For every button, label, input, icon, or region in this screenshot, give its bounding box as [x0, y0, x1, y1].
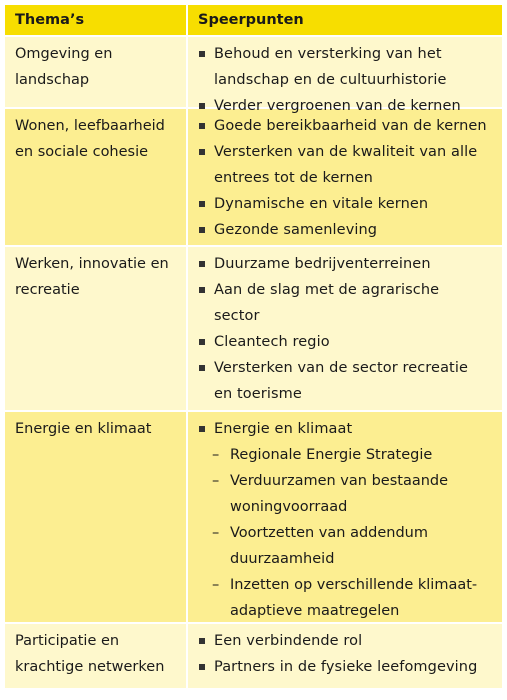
- dash-icon: –: [212, 447, 220, 463]
- dash-icon: –: [212, 473, 220, 489]
- header-spearheads: Speerpunten: [198, 12, 304, 28]
- table-header: [5, 5, 502, 37]
- list-item: Aan de slag met de agrarische: [198, 277, 496, 303]
- points-cell: [188, 37, 502, 114]
- sub-list-item-cont: duurzaamheid: [230, 551, 335, 567]
- sub-list-item: – Regionale Energie Strategie: [198, 442, 496, 468]
- header-themes: Thema’s: [5, 5, 188, 35]
- bullet-icon: [199, 287, 205, 293]
- bullet-icon: [199, 365, 205, 371]
- theme-line: en sociale cohesie: [15, 144, 149, 160]
- theme-line: Werken, innovatie en: [15, 256, 169, 272]
- points-cell: [188, 412, 502, 622]
- bullet-icon: [199, 227, 205, 233]
- theme-line: krachtige netwerken: [15, 659, 165, 675]
- points-cell: [188, 109, 502, 245]
- table-row: [5, 624, 502, 690]
- list-item: Duurzame bedrijventerreinen: [198, 251, 496, 277]
- bullet-icon: [199, 103, 205, 109]
- table-row: [5, 412, 502, 624]
- theme-cell: [5, 412, 188, 622]
- points-cell: [188, 247, 502, 410]
- sub-list-item-cont: adaptieve maatregelen: [230, 603, 400, 619]
- dash-icon: –: [212, 525, 220, 541]
- list-item-cont: landschap en de cultuurhistorie: [214, 72, 447, 88]
- list-item: Versterken van de sector recreatie: [198, 355, 496, 381]
- list-item: Partners in de fysieke leefomgeving: [198, 654, 496, 680]
- sub-list-item: – Verduurzamen van bestaande: [198, 468, 496, 494]
- theme-cell: [5, 624, 188, 688]
- dash-icon: –: [212, 577, 220, 593]
- bullet-icon: [199, 201, 205, 207]
- list-item: Versterken van de kwaliteit van alle: [198, 139, 496, 165]
- sub-list-item: – Voortzetten van addendum: [198, 520, 496, 546]
- list-item-cont: sector: [214, 308, 260, 324]
- list-item: Goede bereikbaarheid van de kernen: [198, 113, 496, 139]
- list-item: Energie en klimaat: [198, 416, 496, 442]
- table-row: [5, 109, 502, 247]
- bullet-icon: [199, 426, 205, 432]
- bullet-icon: [199, 339, 205, 345]
- theme-line: Energie en klimaat: [15, 421, 152, 437]
- bullet-icon: [199, 261, 205, 267]
- list-item: Cleantech regio: [198, 329, 496, 355]
- theme-line: Participatie en: [15, 633, 120, 649]
- bullet-icon: [199, 638, 205, 644]
- bullet-icon: [199, 664, 205, 670]
- sub-list-item-cont: woningvoorraad: [230, 499, 348, 515]
- theme-line: landschap: [15, 72, 90, 88]
- theme-line: Wonen, leefbaarheid: [15, 118, 165, 134]
- theme-line: recreatie: [15, 282, 80, 298]
- list-item-cont: entrees tot de kernen: [214, 170, 373, 186]
- theme-cell: [5, 109, 188, 245]
- table-row: [5, 247, 502, 412]
- list-item: Een verbindende rol: [198, 628, 496, 654]
- points-cell: [188, 624, 502, 688]
- theme-cell: [5, 37, 188, 107]
- theme-cell: [5, 247, 188, 410]
- sub-list-item: – Inzetten op verschillende klimaat-: [198, 572, 496, 598]
- themes-table: [5, 5, 502, 690]
- list-item-cont: en toerisme: [214, 386, 302, 402]
- list-item: Gezonde samenleving: [198, 217, 496, 243]
- bullet-icon: [199, 51, 205, 57]
- bullet-icon: [199, 123, 205, 129]
- table-row: [5, 37, 502, 114]
- list-item: Verder vergroenen van de kernen: [198, 93, 496, 119]
- bullet-icon: [199, 149, 205, 155]
- list-item: Dynamische en vitale kernen: [198, 191, 496, 217]
- theme-line: Omgeving en: [15, 46, 113, 62]
- list-item: Behoud en versterking van het: [198, 41, 496, 67]
